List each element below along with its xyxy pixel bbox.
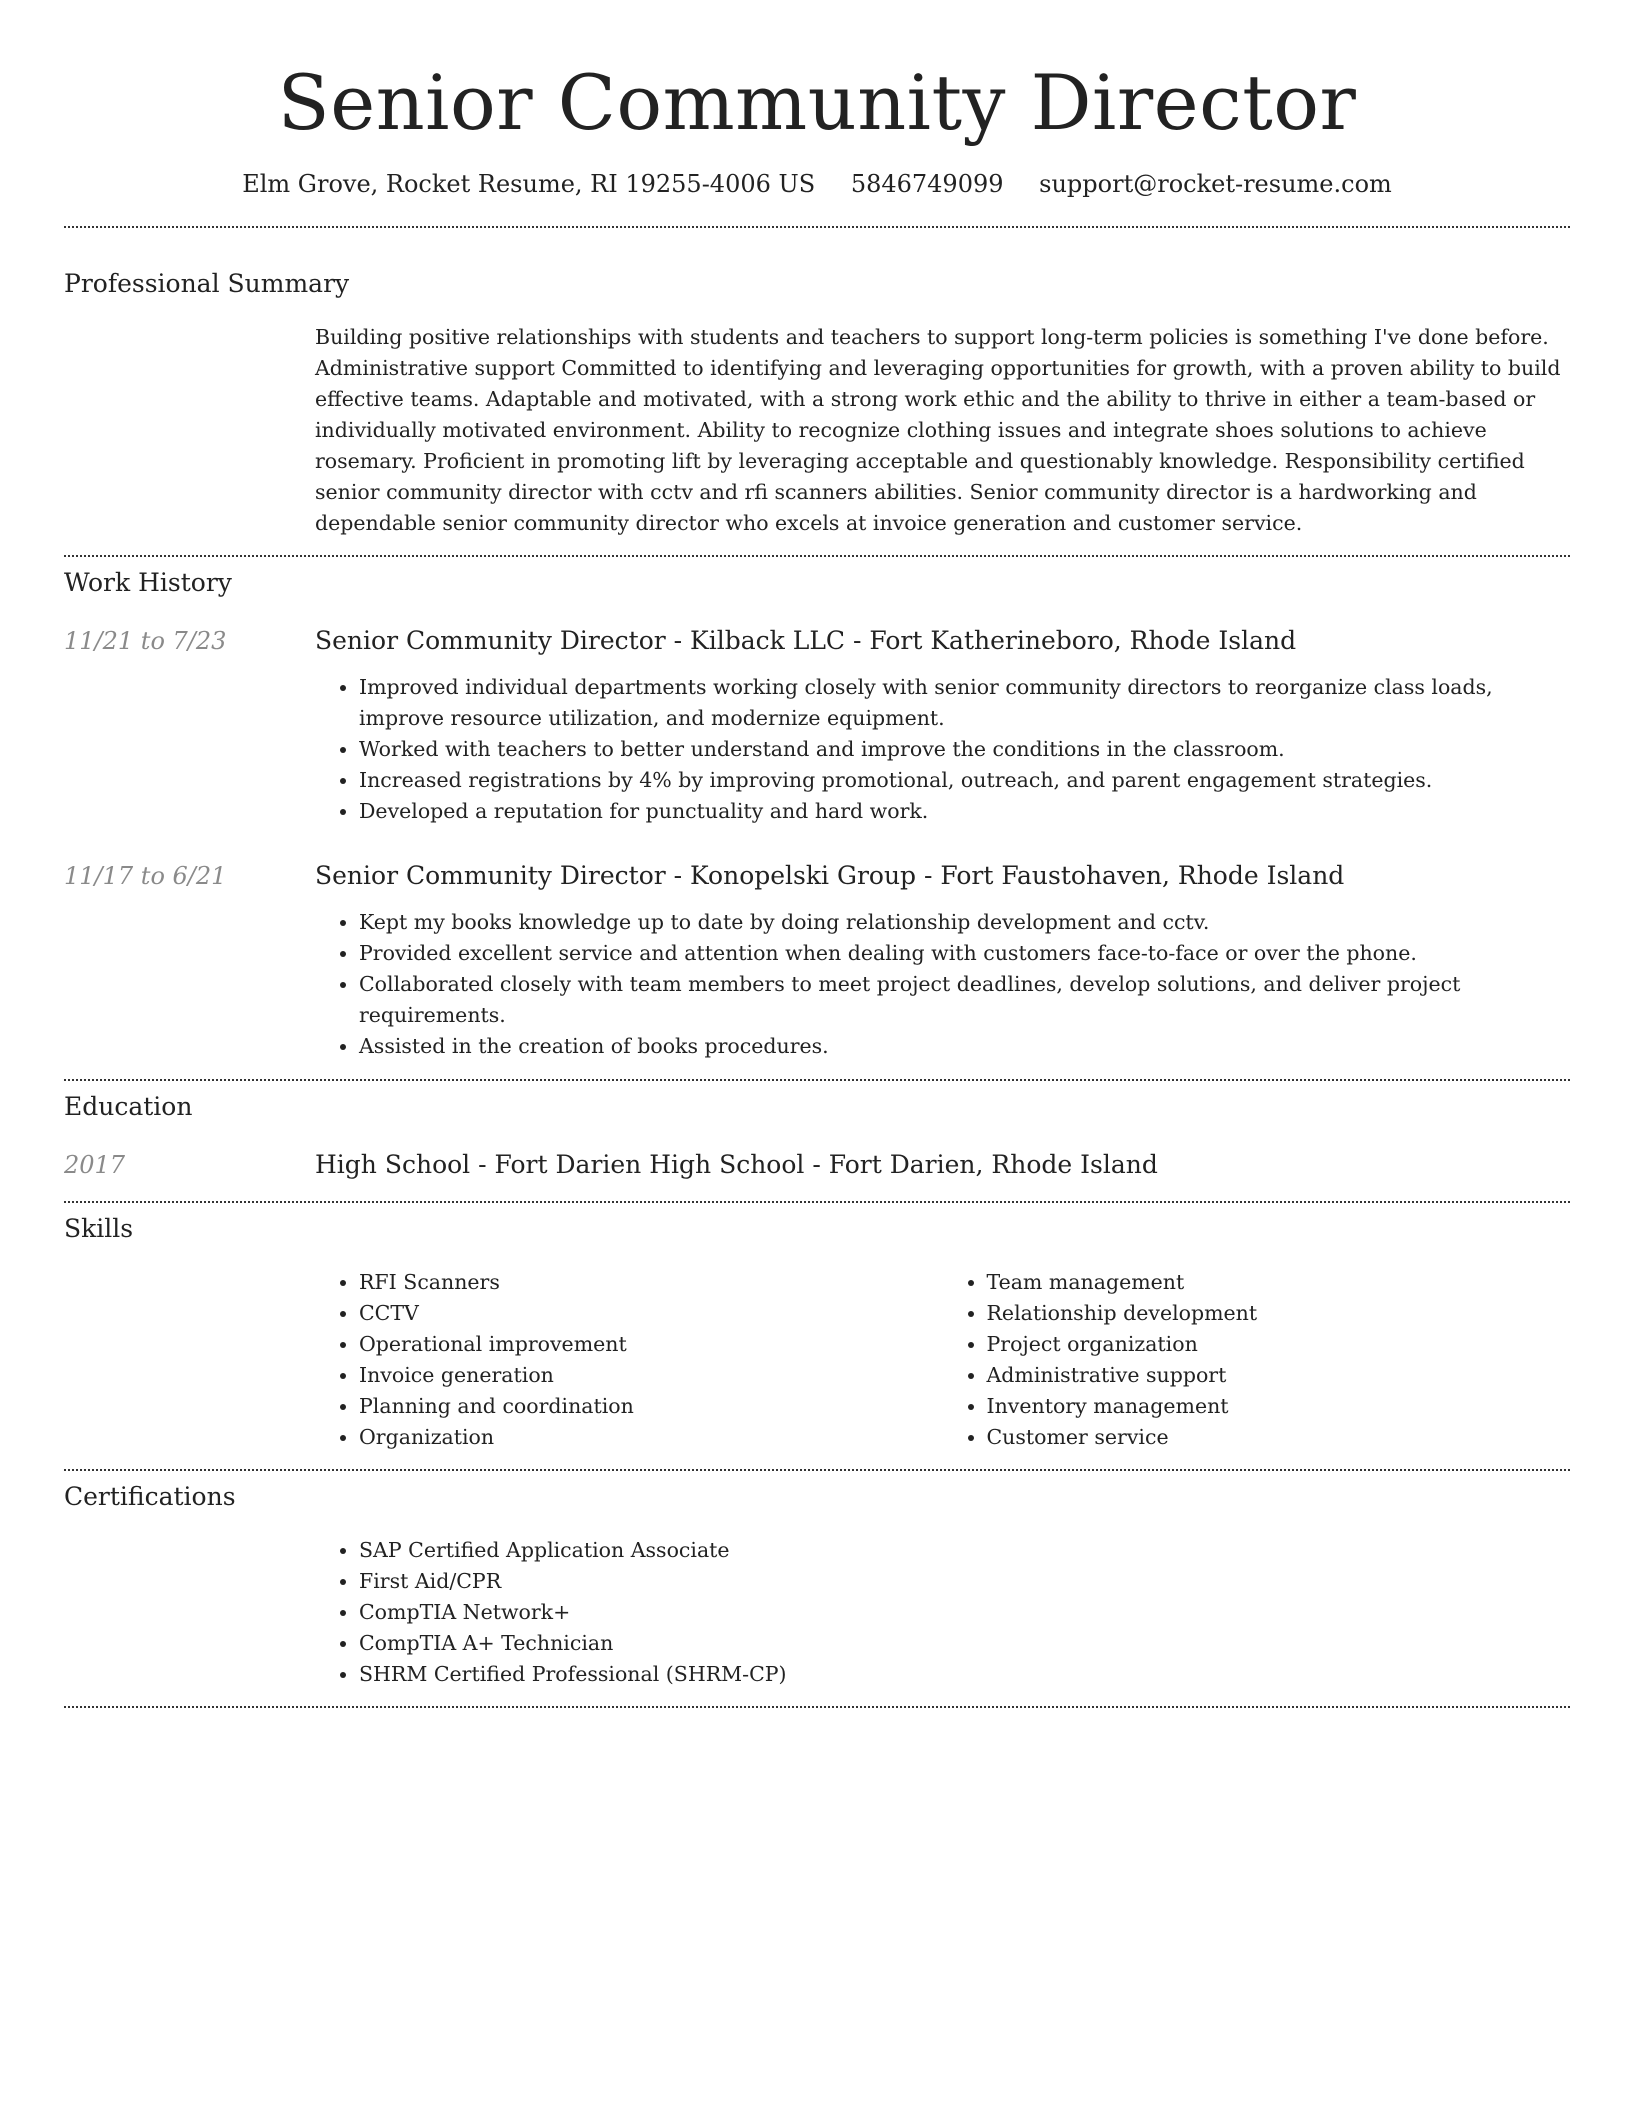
job-bullets [315, 907, 1570, 1062]
list-item: • CCTV [359, 1298, 943, 1329]
job-entry [64, 625, 1570, 827]
list-item: • Assisted in the creation of books procedures. [359, 1031, 1570, 1062]
list-item: • CompTIA Network+ [359, 1597, 1570, 1628]
list-item: • SHRM Certified Professional (SHRM-CP) [359, 1659, 1570, 1690]
list-item: • Relationship development [987, 1298, 1571, 1329]
divider [64, 1706, 1570, 1708]
job-entry [64, 860, 1570, 1062]
contact-email: support@rocket-resume.com [1039, 170, 1392, 198]
section-title: Professional Summary [64, 269, 350, 298]
list-item: • Collaborated closely with team members to meet project deadlines, develop solutions, and deliver project requirements. [359, 969, 1570, 1031]
section-title: Work History [64, 568, 232, 597]
list-item: • RFI Scanners [359, 1267, 943, 1298]
job-bullets [315, 672, 1570, 827]
list-item: • Team management [987, 1267, 1571, 1298]
skills-section [64, 1203, 1570, 1453]
list-item: • Operational improvement [359, 1329, 943, 1360]
list-item: • Project organization [987, 1329, 1571, 1360]
skills-list-left [315, 1267, 943, 1453]
education-heading: High School - Fort Darien High School - Fort Darien, Rhode Island [315, 1150, 1158, 1179]
list-item: • Developed a reputation for punctuality and hard work. [359, 796, 1570, 827]
work-section [64, 557, 1570, 1062]
resume-name: Senior Community Director [277, 58, 1357, 147]
list-item: • Kept my books knowledge up to date by doing relationship development and cctv. [359, 907, 1570, 938]
skills-list-right [943, 1267, 1571, 1453]
list-item: • Provided excellent service and attention when dealing with customers face-to-face or over the phone. [359, 938, 1570, 969]
job-dates: 11/17 to 6/21 [64, 862, 227, 890]
job-heading: Senior Community Director - Kilback LLC - Fort Katherineboro, Rhode Island [315, 626, 1297, 655]
education-entry [64, 1149, 1570, 1181]
resume-page [64, 0, 1570, 1708]
section-title: Education [64, 1092, 193, 1121]
education-year: 2017 [64, 1151, 126, 1179]
list-item: • Invoice generation [359, 1360, 943, 1391]
list-item: • Planning and coordination [359, 1391, 943, 1422]
list-item: • Improved individual departments working closely with senior community directors to reorganize class loads, improve resource utilization, and modernize equipment. [359, 672, 1570, 734]
certifications-section [64, 1471, 1570, 1690]
list-item: • Organization [359, 1422, 943, 1453]
summary-section [64, 228, 1570, 539]
contact-address: Elm Grove, Rocket Resume, RI 19255-4006 US [242, 170, 816, 198]
list-item: • First Aid/CPR [359, 1566, 1570, 1597]
section-title: Skills [64, 1214, 134, 1243]
list-item: • Administrative support [987, 1360, 1571, 1391]
contact-phone: 5846749099 [850, 170, 1004, 198]
list-item: • CompTIA A+ Technician [359, 1628, 1570, 1659]
job-dates: 11/21 to 7/23 [64, 627, 227, 655]
list-item: • Inventory management [987, 1391, 1571, 1422]
certifications-list [315, 1535, 1570, 1690]
section-title: Certifications [64, 1482, 236, 1511]
list-item: • SAP Certified Application Associate [359, 1535, 1570, 1566]
job-heading: Senior Community Director - Konopelski Group - Fort Faustohaven, Rhode Island [315, 861, 1345, 890]
contact-line [64, 168, 1570, 200]
education-section [64, 1081, 1570, 1181]
summary-text: Building positive relationships with students and teachers to support long-term policies is something I've done before. Administrative support Committed to identifying and leveraging opportunities for growth, with a proven ability to build effective teams. Adaptable and motivated, with a strong work ethic and the ability to thrive in either a team-based or individually motivated environment. Ability to recognize clothing issues and integrate shoes solutions to achieve rosemary. Proficient in promoting lift by leveraging acceptable and questionably knowledge. Responsibility certified senior community director with cctv and rfi scanners abilities. Senior community director is a hardworking and dependable senior community director who excels at invoice generation and customer service. [315, 325, 1561, 535]
list-item: • Customer service [987, 1422, 1571, 1453]
list-item: • Worked with teachers to better understand and improve the conditions in the classroom. [359, 734, 1570, 765]
list-item: • Increased registrations by 4% by improving promotional, outreach, and parent engagement strategies. [359, 765, 1570, 796]
